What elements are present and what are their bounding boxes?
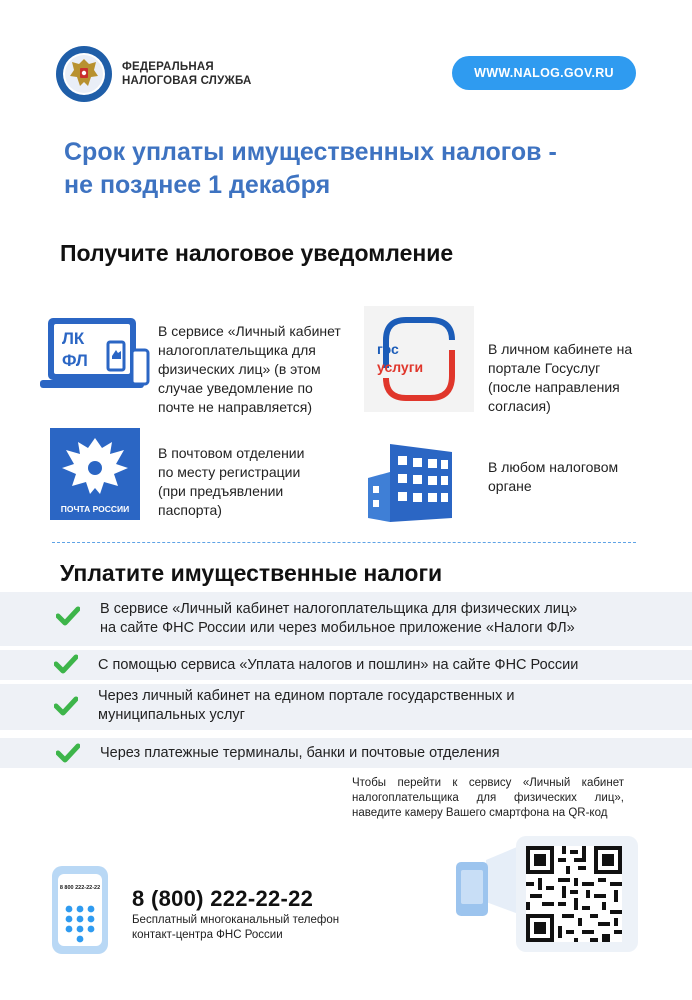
text-line: В личном кабинете на: [488, 341, 633, 357]
qr-instruction-text: Чтобы перейти к сервису «Личный кабинет налогоплательщика для физических лиц», наведите камеру Вашего смартфона на QR-код: [352, 777, 624, 819]
gosuslugi-logo-icon: [364, 306, 474, 412]
pay-option-text: [98, 687, 514, 725]
text-line: Через личный кабинет на едином портале государственных и: [98, 688, 515, 704]
pochta-rossii-logo-icon: [50, 428, 140, 520]
text-line: В сервисе «Личный кабинет: [158, 323, 341, 339]
lk-icon-text: ФЛ: [62, 351, 88, 370]
gos-icon-text: гос: [377, 341, 399, 357]
fns-emblem-logo: [54, 44, 114, 104]
pay-option-row: [0, 592, 692, 646]
smartphone-scan-icon: [452, 840, 524, 920]
keypad-dots: [64, 904, 96, 944]
qr-code[interactable]: [526, 846, 622, 942]
hotline-description: [132, 913, 339, 943]
lk-icon-text: ЛК: [62, 329, 85, 348]
pay-option-text: [98, 656, 578, 675]
page-title: [64, 136, 664, 202]
text-line: на сайте ФНС России или через мобильное приложение «Налоги ФЛ»: [100, 620, 575, 636]
pay-option-text: [100, 744, 500, 763]
text-line: почте не направляется): [158, 399, 313, 415]
notice-item-text: [488, 458, 618, 496]
hotline-phone[interactable]: 8 (800) 222-22-22: [132, 886, 314, 911]
checkmark-icon: [54, 696, 78, 716]
org-name-line: НАЛОГОВАЯ СЛУЖБА: [122, 75, 252, 87]
text-line: согласия): [488, 398, 551, 414]
phone-icon-number: 8 800 222-22-22: [59, 885, 101, 891]
text-line: налогоплательщика для: [158, 342, 316, 358]
checkmark-icon: [56, 743, 80, 763]
text-line: В любом налоговом: [488, 459, 619, 475]
gos-icon-text: услуги: [377, 359, 424, 375]
title-line: Срок уплаты имущественных налогов -: [64, 138, 557, 166]
text-line: (после направления: [488, 379, 620, 395]
pay-option-row: [0, 738, 692, 768]
text-line: Бесплатный многоканальный телефон: [132, 914, 340, 926]
text-line: В сервисе «Личный кабинет налогоплательщика для физических лиц»: [100, 601, 578, 617]
notice-item-text: [158, 322, 341, 417]
text-line: по месту регистрации: [158, 464, 301, 480]
section-divider: [52, 542, 636, 543]
pay-option-row: [0, 650, 692, 680]
checkmark-icon: [54, 654, 78, 674]
text-line: В почтовом отделении: [158, 445, 305, 461]
title-line: не позднее 1 декабря: [64, 171, 331, 199]
org-name: [122, 60, 252, 88]
text-line: паспорта): [158, 502, 222, 518]
text-line: органе: [488, 478, 532, 494]
website-link[interactable]: WWW.NALOG.GOV.RU: [452, 56, 636, 90]
text-line: С помощью сервиса «Уплата налогов и пошлин» на сайте ФНС России: [98, 657, 579, 673]
phone-keypad-icon: [52, 866, 108, 954]
org-name-line: ФЕДЕРАЛЬНАЯ: [122, 61, 214, 73]
text-line: муниципальных услуг: [98, 707, 245, 723]
text-line: портале Госуслуг: [488, 360, 601, 376]
pay-option-row: [0, 684, 692, 730]
text-line: случае уведомление по: [158, 380, 313, 396]
text-line: контакт-центра ФНС России: [132, 929, 283, 941]
pay-option-text: [100, 600, 577, 638]
text-line: (при предъявлении: [158, 483, 284, 499]
notice-item-text: [488, 340, 632, 416]
checkmark-icon: [56, 606, 80, 626]
section-heading-pay: Уплатите имущественные налоги: [60, 560, 443, 586]
lk-fl-devices-icon: [40, 316, 152, 392]
office-building-icon: [366, 438, 466, 524]
post-icon-text: ПОЧТА РОССИИ: [60, 504, 130, 514]
text-line: физических лиц» (в этом: [158, 361, 321, 377]
section-heading-notice: Получите налоговое уведомление: [60, 240, 454, 266]
text-line: Через платежные терминалы, банки и почтовые отделения: [100, 745, 500, 761]
notice-item-text: [158, 444, 304, 520]
